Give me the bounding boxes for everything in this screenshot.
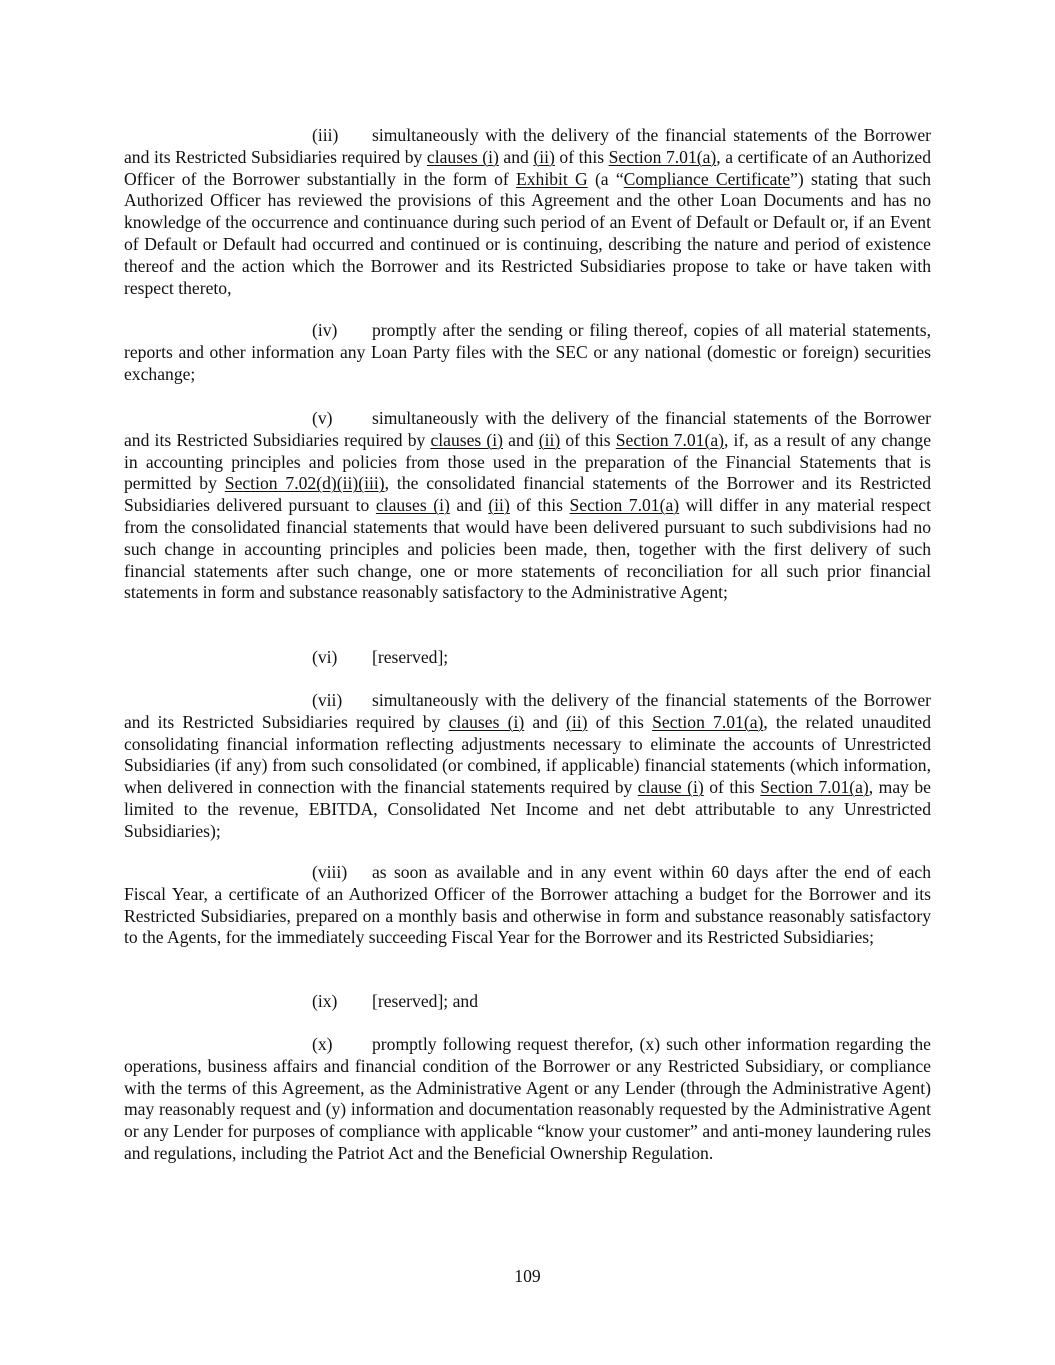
clause-text: of this — [703, 777, 761, 798]
cross-reference: Section 7.01(a) — [615, 429, 725, 450]
clause-text: and — [449, 495, 489, 516]
clause-number: (vii) — [312, 690, 343, 710]
clause-text: , the consolidated financial statements of the Borrower and its Restricted Subsidiaries delivered pursuant to — [124, 473, 931, 516]
clause-text: , may be limited to the revenue, EBITDA, Consolidated Net Income and net debt attributable to any Unrestricted Subsidiaries); — [124, 777, 931, 841]
clause-text: [reserved]; and — [372, 991, 478, 1011]
clause-text: and — [503, 429, 539, 450]
cross-reference: Section 7.01(a) — [760, 777, 869, 798]
clause-number: (v) — [312, 408, 333, 428]
clause-text: of this — [587, 711, 653, 732]
clause-text: and — [498, 146, 534, 167]
clause-text: simultaneously with the delivery of the financial statements of the Borrower and its Restricted Subsidiaries required by — [124, 690, 931, 732]
clause-number: (iii) — [312, 125, 339, 145]
cross-reference: (ii) — [488, 495, 510, 516]
clause-text: of this — [509, 495, 570, 516]
clause-iii — [124, 125, 931, 299]
clause-x — [124, 1034, 931, 1165]
clause-text: as soon as available and in any event within 60 days after the end of each Fiscal Year, a certificate of an Authorized Officer of the Borrower attaching a budget for the Borrower and its Restricted Subsidiaries, prepared on a monthly basis and otherwise in form and substance reasonably satisfactory to the Agents, for the immediately succeeding Fiscal Year for the Borrower and its Restricted Subsidiaries; — [124, 862, 931, 948]
clause-number: (viii) — [312, 862, 348, 882]
cross-reference: clause (i) — [637, 777, 704, 798]
cross-reference: Section 7.01(a) — [569, 495, 680, 516]
clause-text: simultaneously with the delivery of the financial statements of the Borrower and its Restricted Subsidiaries required by — [124, 408, 931, 450]
clause-text: will differ in any material respect from the consolidated financial statements that would have been delivered pursuant to such subdivisions had no such change in accounting principles and policies been made, then, together with the first delivery of such financial statements after such change, one or more statements of reconciliation for all such prior financial statements in form and substance reasonably satisfactory to the Administrative Agent; — [124, 495, 931, 603]
cross-reference: clauses (i) — [375, 495, 450, 516]
clause-text: promptly following request therefor, (x) such other information regarding the operations, business affairs and financial condition of the Borrower or any Restricted Subsidiary, or compliance with the terms of this Agreement, as the Administrative Agent or any Lender (through the Administrative Agent) may reasonably request and (y) information and documentation reasonably requested by the Administrative Agent or any Lender for purposes of compliance with applicable “know your customer” and anti-money laundering rules and regulations, including the Patriot Act and the Beneficial Ownership Regulation. — [124, 1034, 931, 1163]
clause-text: of this — [560, 429, 616, 450]
cross-reference: clauses (i) — [448, 711, 525, 732]
cross-reference: Exhibit G — [515, 168, 588, 189]
cross-reference: (ii) — [533, 146, 555, 167]
clause-viii — [124, 862, 931, 949]
cross-reference: Compliance Certificate — [623, 168, 791, 189]
clause-vii — [124, 690, 931, 843]
clause-text: simultaneously with the delivery of the financial statements of the Borrower and its Restricted Subsidiaries required by — [124, 125, 931, 167]
cross-reference: (ii) — [565, 711, 588, 732]
cross-reference: clauses (i) — [426, 146, 499, 167]
cross-reference: clauses (i) — [430, 429, 504, 450]
cross-reference: Section 7.01(a) — [608, 146, 717, 167]
clause-ix — [124, 991, 931, 1013]
clause-text: and — [524, 711, 566, 732]
clause-iv — [124, 320, 931, 385]
cross-reference: Section 7.01(a) — [652, 711, 764, 732]
clause-text: ”) stating that such Authorized Officer has reviewed the provisions of this Agreement and the other Loan Documents and has no knowledge of the occurrence and continuance during such period of an Event of Default or Default or, if an Event of Default or Default had occurred and continued or is continuing, describing the nature and period of existence thereof and the action which the Borrower and its Restricted Subsidiaries propose to take or have taken with respect thereto, — [124, 168, 931, 298]
clause-text: , if, as a result of any change in accounting principles and policies from those used in the preparation of the Financial Statements that is permitted by — [124, 429, 932, 494]
clause-text: , a certificate of an Authorized Officer of the Borrower substantially in the form of — [124, 146, 932, 189]
clause-text: of this — [554, 146, 609, 167]
clause-vi — [124, 647, 931, 669]
clause-number: (vi) — [312, 647, 338, 667]
page-number: 109 — [514, 1266, 541, 1286]
clause-number: (x) — [312, 1034, 333, 1054]
cross-reference: (ii) — [538, 429, 561, 450]
clause-text: (a “ — [587, 168, 624, 189]
clause-text: , the related unaudited consolidating financial information reflecting adjustments necessary to eliminate the accounts of Unrestricted Subsidiaries (if any) from such consolidated (or combined, if applicable) financial statements (which information, when delivered in connection with the financial statements required by — [124, 711, 932, 798]
cross-reference: Section 7.02(d)(ii)(iii) — [224, 473, 385, 494]
clause-v — [124, 408, 931, 604]
clause-number: (ix) — [312, 991, 338, 1011]
clause-text: promptly after the sending or filing thereof, copies of all material statements, reports and other information any Loan Party files with the SEC or any national (domestic or foreign) securities exchange; — [124, 320, 931, 384]
clause-text: [reserved]; — [372, 647, 449, 667]
clause-number: (iv) — [312, 320, 338, 340]
